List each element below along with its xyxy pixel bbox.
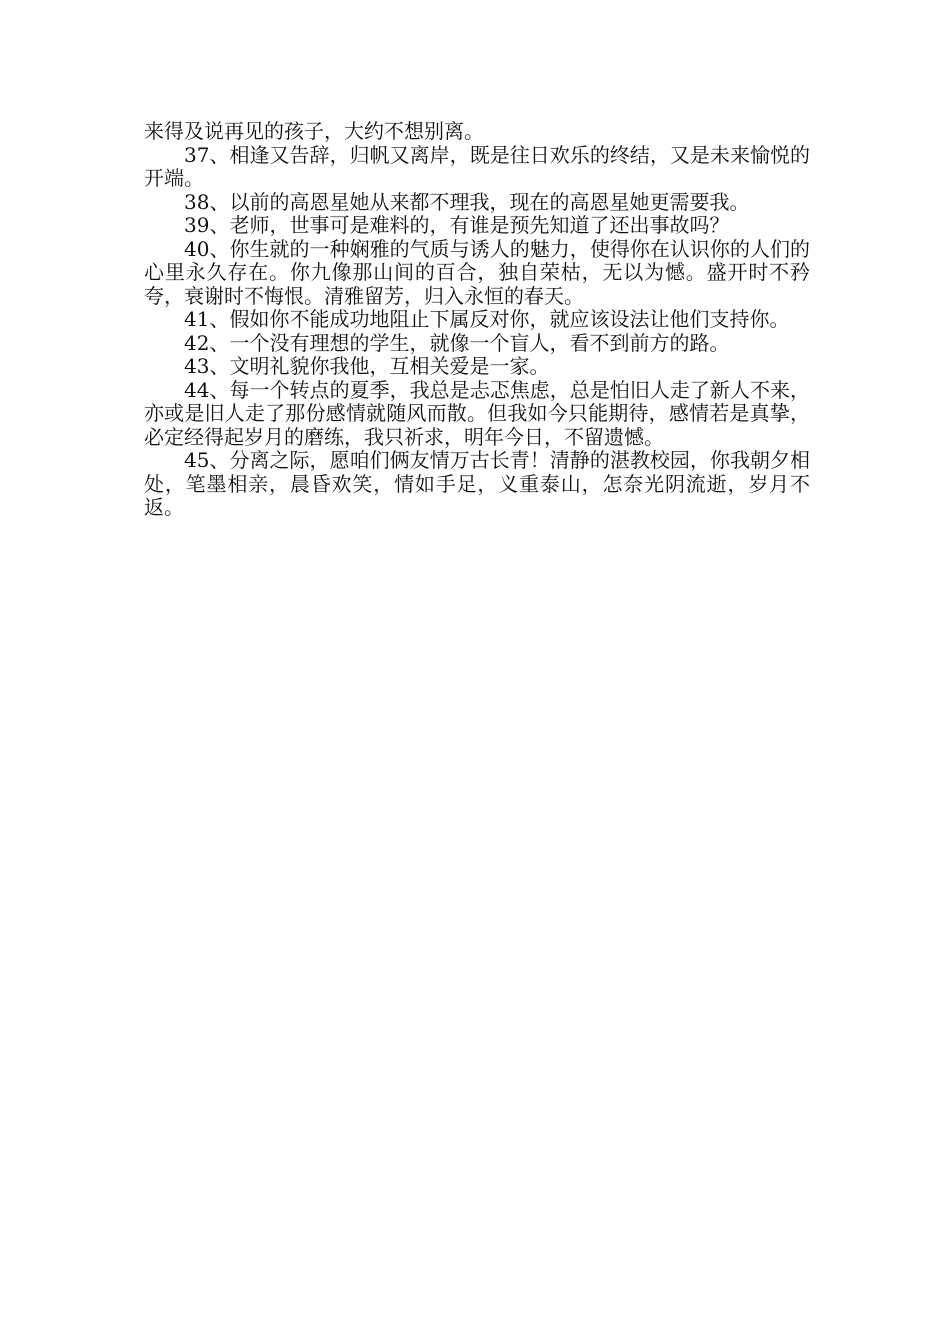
paragraph-continuation: 来得及说再见的孩子，大约不想别离。 (144, 119, 484, 143)
paragraph-39: 39、老师，世事可是难料的，有谁是预先知道了还出事故吗？ (184, 213, 730, 237)
paragraph-42: 42、一个没有理想的学生，就像一个盲人，看不到前方的路。 (184, 330, 730, 355)
paragraph-37: 37、相逢又告辞，归帆又离岸，既是往日欢乐的终结，又是未来愉悦的开端。 (144, 142, 810, 190)
paragraph-40: 40、你生就的一种娴雅的气质与诱人的魅力，使得你在认识你的人们的心里永久存在。你九像那山间的百合，独自荣枯，无以为憾。盛开时不矜夸，衰谢时不悔恨。清雅留芳，归入永恒的春天。 (144, 236, 810, 308)
paragraph-41: 41、假如你不能成功地阻止下属反对你，就应该设法让他们支持你。 (184, 307, 790, 331)
paragraph-38: 38、以前的高恩星她从来都不理我，现在的高恩星她更需要我。 (184, 189, 750, 214)
paragraph-45: 45、分离之际，愿咱们俩友情万古长青！清静的湛教校园，你我朝夕相处，笔墨相亲，晨昏欢笑，情如手足，义重泰山，怎奈光阴流逝，岁月不返。 (144, 448, 810, 519)
document-body (144, 120, 810, 520)
paragraph-44: 44、每一个转点的夏季，我总是忐忑焦虑，总是怕旧人走了新人不来，亦或是旧人走了那份感情就随风而散。但我如今只能期待，感情若是真挚，必定经得起岁月的磨练，我只祈求，明年今日，不留遗憾。 (144, 377, 810, 449)
paragraph-43: 43、文明礼貌你我他，互相关爱是一家。 (184, 354, 550, 378)
